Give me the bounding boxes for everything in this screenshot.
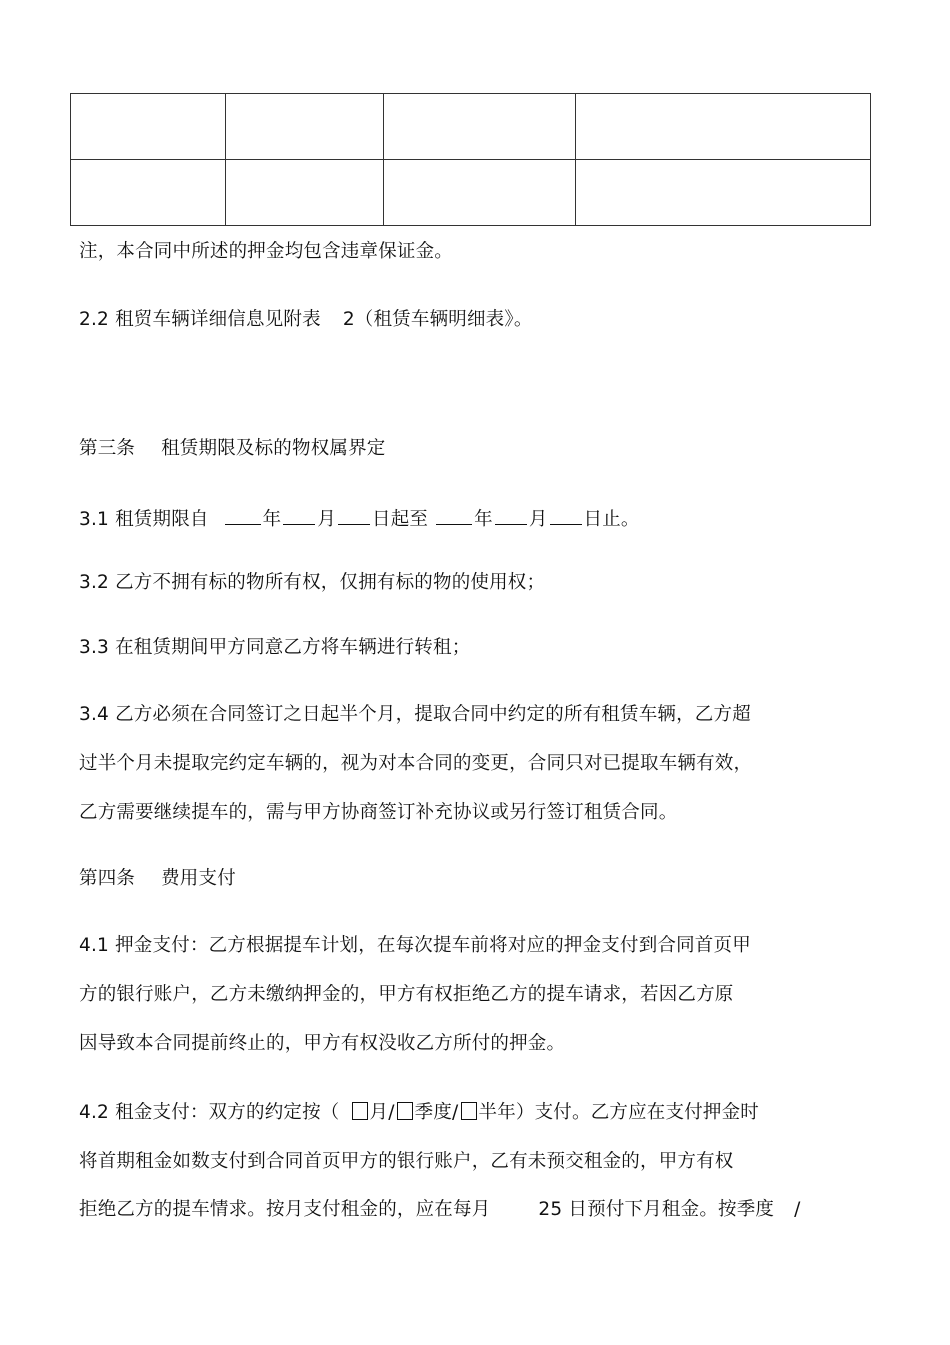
year-end-blank[interactable] <box>436 506 472 525</box>
article-3-title: 租赁期限及标的物权属界定 <box>161 438 386 459</box>
clause-3-4-line-1: 3.4 乙方必须在合同签订之日起半个月，提取合同中约定的所有租赁车辆，乙方超 <box>79 704 751 725</box>
article-4-number: 第四条 <box>79 868 136 889</box>
clause-4-1-line-2: 方的银行账户，乙方未缴纳押金的，甲方有权拒绝乙方的提车请求，若因乙方原 <box>79 984 734 1005</box>
clause-3-4-line-3: 乙方需要继续提车的，需与甲方协商签订补充协议或另行签订租赁合同。 <box>79 802 678 823</box>
day-start-blank[interactable] <box>338 506 370 525</box>
clause-4-2-line-2: 将首期租金如数支付到合同首页甲方的银行账户，乙有未预交租金的，甲方有权 <box>79 1151 734 1172</box>
table-row <box>71 160 871 226</box>
deposit-note: 注，本合同中所述的押金均包含违章保证金。 <box>79 241 454 262</box>
clause-4-2-line-1 <box>79 1101 759 1125</box>
article-4-heading <box>79 867 236 891</box>
quarterly-option: 季度/ <box>414 1102 459 1123</box>
table-cell <box>384 160 576 226</box>
clause-3-2: 3.2 乙方不拥有标的物所有权，仅拥有标的物的使用权； <box>79 572 546 593</box>
blank-table <box>70 93 871 226</box>
clause-3-4-line-2: 过半个月未提取完约定车辆的，视为对本合同的变更，合同只对已提取车辆有效， <box>79 753 753 774</box>
clause-4-2-lead: 4.2 租金支付：双方的约定按（ <box>79 1102 340 1123</box>
table-cell <box>384 94 576 160</box>
table-row <box>71 94 871 160</box>
month-label: 月 <box>317 509 337 530</box>
clause-4-1-line-1: 4.1 押金支付：乙方根据提车计划，在每次提车前将对应的押金支付到合同首页甲 <box>79 935 751 956</box>
table-cell <box>71 160 226 226</box>
day-end-blank[interactable] <box>550 506 582 525</box>
month-end-blank[interactable] <box>495 506 527 525</box>
month-start-blank[interactable] <box>283 506 315 525</box>
table-cell <box>226 94 384 160</box>
clause-2-2-appendix: 2（租赁车辆明细表》。 <box>342 309 533 330</box>
clause-4-2-prepay-text: 25 日预付下月租金。按季度 <box>538 1199 775 1220</box>
month-label-2: 月 <box>528 509 548 530</box>
year-label-2: 年 <box>474 509 493 530</box>
table-cell <box>576 94 871 160</box>
clause-4-2-monthly-text: 拒绝乙方的提车情求。按月支付租金的，应在每月 <box>79 1199 491 1220</box>
clause-4-2-slash: / <box>794 1199 801 1220</box>
year-label: 年 <box>262 509 282 530</box>
clause-2-2 <box>79 308 533 332</box>
monthly-checkbox[interactable] <box>352 1102 368 1120</box>
clause-4-1-line-3: 因导致本合同提前终止的，甲方有权没收乙方所付的押金。 <box>79 1033 566 1054</box>
article-3-heading <box>79 437 386 461</box>
to-label: 日止。 <box>583 509 640 530</box>
quarterly-checkbox[interactable] <box>397 1102 413 1120</box>
article-3-number: 第三条 <box>79 438 136 459</box>
clause-3-1-text: 3.1 租赁期限自 <box>79 509 209 530</box>
table-cell <box>226 160 384 226</box>
clause-2-2-text: 2.2 租贸车辆详细信息见附表 <box>79 309 321 330</box>
clause-4-2-line-3 <box>79 1198 801 1222</box>
clause-3-1 <box>79 506 640 532</box>
half-year-option: 半年）支付。乙方应在支付押金时 <box>478 1102 760 1123</box>
table-cell <box>576 160 871 226</box>
article-4-title: 费用支付 <box>161 868 236 889</box>
year-start-blank[interactable] <box>225 506 261 525</box>
half-year-checkbox[interactable] <box>461 1102 477 1120</box>
monthly-option: 月/ <box>369 1102 395 1123</box>
from-label: 日起至 <box>372 509 429 530</box>
clause-3-3: 3.3 在租赁期间甲方同意乙方将车辆进行转租； <box>79 637 471 658</box>
table-cell <box>71 94 226 160</box>
